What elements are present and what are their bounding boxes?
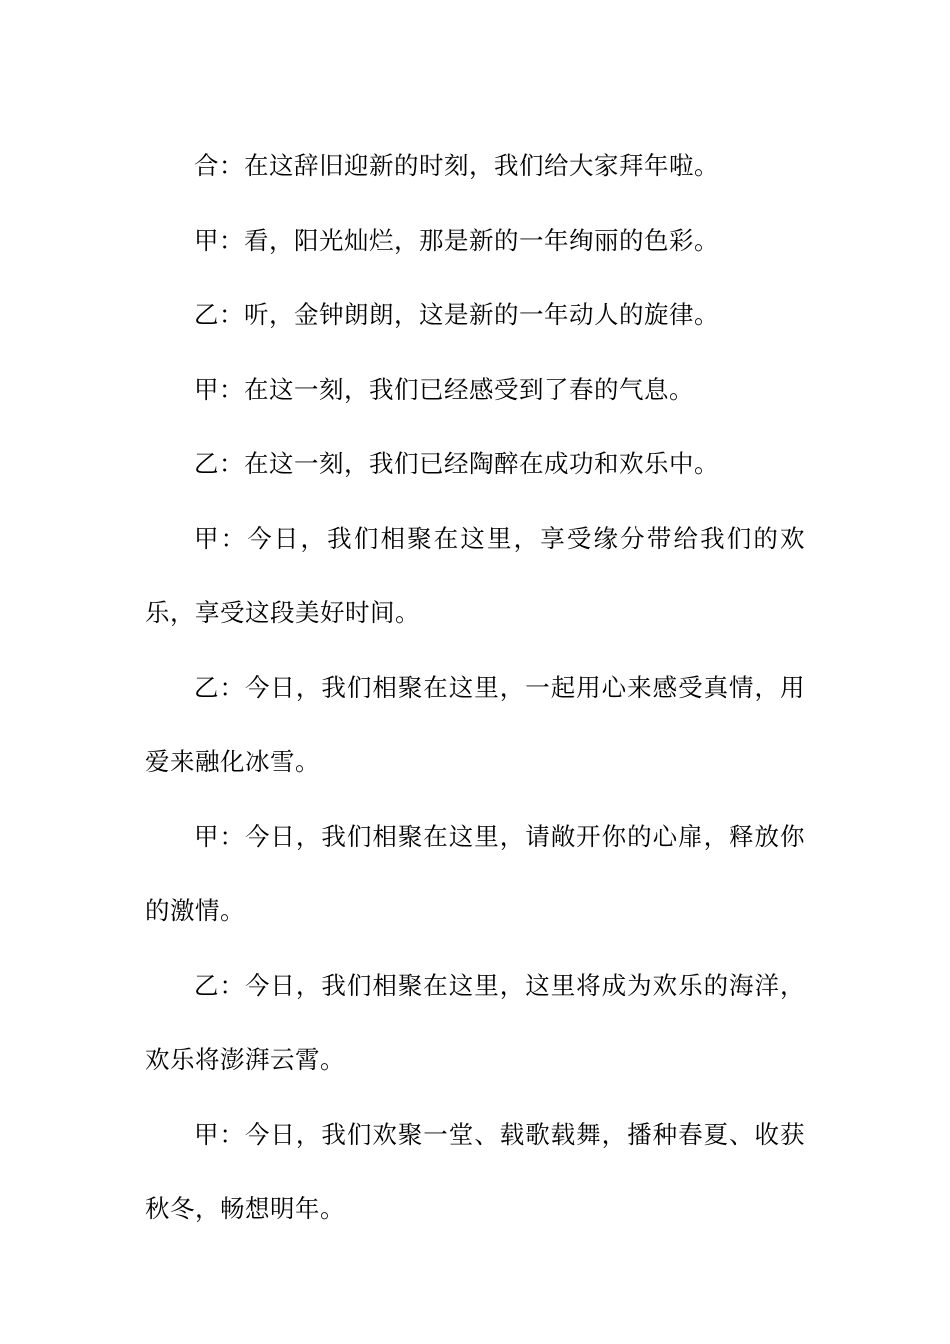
paragraph-3: 乙：听，金钟朗朗，这是新的一年动人的旋律。 [194,300,719,329]
document-body [145,129,805,1247]
paragraph-8: 甲：今日，我们相聚在这里，请敞开你的心扉，释放你的激情。 [145,821,805,925]
paragraph-9: 乙：今日，我们相聚在这里，这里将成为欢乐的海洋，欢乐将澎湃云霄。 [145,970,805,1074]
paragraph-5: 乙：在这一刻，我们已经陶醉在成功和欢乐中。 [194,449,719,478]
paragraph-7: 乙：今日，我们相聚在这里，一起用心来感受真情，用爱来融化冰雪。 [145,672,805,776]
paragraph-10: 甲：今日，我们欢聚一堂、载歌载舞，播种春夏、收获秋冬，畅想明年。 [145,1119,805,1223]
paragraph-2: 甲：看，阳光灿烂，那是新的一年绚丽的色彩。 [194,225,719,255]
paragraph-6: 甲：今日，我们相聚在这里，享受缘分带给我们的欢乐，享受这段美好时间。 [145,523,805,627]
paragraph-1: 合：在这辞旧迎新的时刻，我们给大家拜年啦。 [194,151,719,180]
paragraph-4: 甲：在这一刻，我们已经感受到了春的气息。 [194,374,694,404]
